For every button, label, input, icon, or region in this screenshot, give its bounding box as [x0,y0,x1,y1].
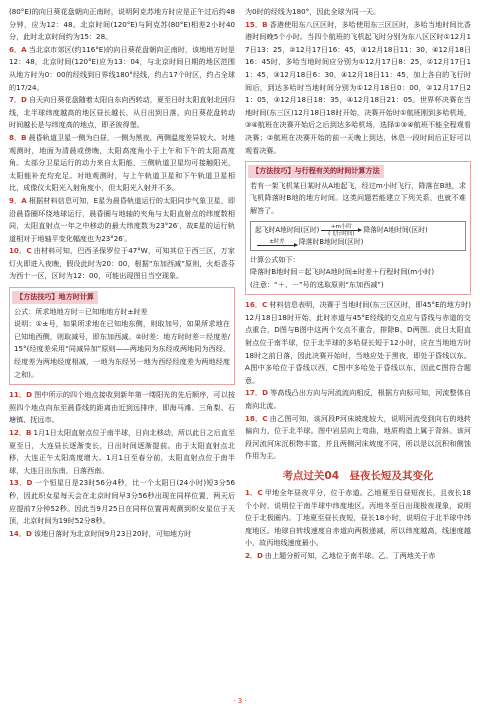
diagram-arrow-top-label: +m小时 [330,223,352,230]
formula-title: 计算公式如下： [250,254,300,264]
answer-text: 材料信息表明，决赛于当地时间(东三区区时，即45°E的地方时)12月18日18时开始，此时赤道与45°E经线的交点应与昏线与赤道的交点重合，D图与B图中这两个交点不重合，排除B、D两图。此日太阳直射点位于南半球，位于北半球的多哈昼长短于12小时，应在当地地方时18时之前日落，因此决赛开始时，当地应处于黑夜，即处于昏线以东。A图中多哈位于昏线以西，C图中多哈处于昏线以东，因此C图符合题意。 [245,300,472,385]
answer-number: 11．D [9,390,33,400]
diagram-end-label: 降落时B地时间(区时) [299,237,364,246]
answer-text: 一个恒星日是23时56分4秒，比一个太阳日(24小时)短3分56秒，因此织女星每天会在北京时间早3分56秒出现在同样位置，两天后应提前7分钟52秒。因此当9月25日在同样位置再观测到织女星位于天顶，北京时间为19时52分8秒。 [9,478,235,526]
answer-number: 6．A [9,44,27,54]
answer-number: 15．B [245,19,268,29]
answer-text: 香港使用东八区区时，多哈使用东三区区时，多哈当地时间比香港时间晚5个小时。当四个航班的飞机起飞时分别为东八区区时①12月17日13：25，②12月17日16：45，③12月18日11：30，④12月18日16：45时，多哈当地时间应分别为①12月17日8：25，②12月17日11：45，③12月18日6：30，④12月18日11：45，加上各自的飞行时间后，到达多哈时当地时间分别为①12月18日0：00，②12月17日21：05，③12月18日18：35，④12月18日21：05。世界杯决赛在当地时间(东三区)12月18日18时开始，决赛开始时①航班刚到多哈机场，③④航班在决赛开始后之后到达多哈机场，选择①③④航班不能全程观看决赛；②航班在决赛开始的前一天晚上到达，休息一段时间后正好可以观看决赛。 [245,19,472,155]
answer-14 [9,528,235,541]
answer-15 [245,19,471,158]
diagram-arrow-bottom-label: (飞行时间) [328,230,355,237]
answer-number: 13．D [9,478,33,488]
answer-number: 14．D [9,528,32,538]
answer-16 [245,299,471,387]
diagram-start-label: 起飞时A地时间(区时) [255,225,320,234]
answer-text: 图中所示的四个地点接收到新年第一缕阳光的先后顺序，可以按照四个地点向东至晨昏线的距离由近到远排序，即海马滩、三角梨、石塘镇、抚远市。 [9,390,236,425]
answer-number: 1．C [245,488,263,497]
answer-text: 当北京市郊区(约116°E)的向日葵花盘朝向正南时，该地地方时是12：48，北京时间(120°E)应为13：04，与北京时间日期的地区范围从地方时为0：00的经线到日界线180°经线，约占17个时区，约占全球的17/24。 [9,44,235,92]
answer-8 [9,132,235,195]
answer-12 [9,427,235,477]
formula-main: 降落时B地时间＝起飞时A地时间±时差＋行程时间(m小时) [250,267,435,277]
answer-number: 16．C [245,300,268,310]
diagram-mid-label: 降落时A地时间(区时) [363,225,428,234]
travel-time-tip-title: 【方法技巧】与行程有关的时间计算方法 [248,165,384,178]
travel-time-tip-intro: 若有一架飞机某日某时从A地起飞，经过m小时飞行，降落在B地，求飞机降落时B地的地方时间。这类问题若能建立下列关系，也就不难解答了。 [250,180,466,215]
formula-note: (注意：“＋、－”号的选取原则“东加西减”) [250,279,384,289]
answer-number: 18．C [245,413,268,423]
answer-text: 自天向日葵花盘随着太阳自东向西转动，夏至日时太阳直射北回归线，北半球纬度越高的地区昼长越长，从日出到日落，向日葵花盘转动时间越长是与纬度高的地点，即圣彼得堡。 [9,95,236,130]
answer-text: 由上题分析可知，乙地位于南半球。乙、丁两地关于赤 [264,550,436,560]
answer-number: 9．A [9,195,27,205]
answer-text: 由材料可知，巴西圣保罗位于47°W，可知其位于西三区，万家灯火即进入夜晚，假设此时为20：00，根据“东加西减”原则，火炬香芬为西十一区，区时为12：00，可能出现图日当空现象。 [9,246,236,281]
method-tip-box [9,287,235,385]
diagram-arrow-flight [321,224,361,237]
answer-text: 甲地全年昼夜平分，位于赤道。乙地夏至日昼短夜长，且夜长18个小时，说明位于南半球中纬度地区。丙地冬至日出现极夜现象，说明位于北极圈内。丁地夏至昼长夜短，昼长18小时，说明位于北半球中纬度地区。地球自转线速度自赤道向两极递减，所以纬度越高，线速度越小，故丙地线速度最小。 [245,488,471,548]
answer-text: 由乙图可知，该河段P河床坡度较大，说明河流受到向右的地转偏向力，位于北半球。图中岩层向上弯曲，地质构造上属于背斜。该河段河流河床沉积物丰富，并且两侧河床坡度不同，所以是以沉积和侧蚀作用为主。 [245,413,471,461]
travel-time-tip-box [245,161,471,295]
method-tip-formula: 公式：所求地地方时＝已知地地方时±时差 [14,306,148,316]
diagram-arrow-timediff [257,239,297,246]
answer-number: 8．B [9,132,27,142]
answer-text: 该地日落时为北京时间9月23日20时，可知地方时 [33,528,192,538]
section-answer-1 [245,487,471,550]
answer-number: 10．C [9,246,32,256]
answer-text: 晨昏轨道卫星一侧为白昼，一侧为黑夜，两侧温度差异较大。对地观测时，地面为清晨或傍晚，太阳高度角小于上午和下午的太阳高度角。太部分卫星运行的动力来自太阳能，三侧轨道卫星均可接触阳光，太阳能补充均充足。对地观测时，与上午轨道卫星和下午轨道卫星相比，成像仪太阳光入射角度小，但太阳光入射并不多。 [9,132,236,193]
answer-17 [245,387,471,412]
answer-9 [9,195,235,245]
arrow-icon [257,245,297,246]
answer-text: 等高线凸出方向与河流流向相反，根据方向标可知，河流整体自南向北流。 [245,388,472,411]
answer-number: 17．D [245,388,269,398]
answer-number: 2．D [245,550,263,560]
method-tip-title: 【方法技巧】地方时计算 [12,291,98,304]
paragraph-continued: 为0时的经线为180°，因此全球为同一天。 [245,7,381,16]
answer-number: 12．B [9,428,32,437]
answer-11 [9,389,235,427]
paragraph-continued: (80°E)的向日葵花盘朝向正南时，说明阿克苏地方时应是正午过后约48分钟，应为12：48。北京时间(120°E)与阿克苏(80°E)相差2小时40分，此时北京时间约为15：28。 [9,7,235,42]
diagram-arrow-top-label: ±时差 [269,238,285,245]
arrow-icon [321,230,361,231]
answer-7 [9,94,235,132]
answer-10 [9,245,235,283]
travel-time-diagram [250,221,466,251]
answer-18 [245,413,471,463]
left-column [9,6,235,540]
answer-6 [9,44,235,94]
section-title: 考点过关04 昼夜长短及其变化 [282,470,434,482]
method-tip-explanation: 说明：①±号，如果所求地在已知地东侧，则取加号，如果所求地在已知地西侧，则取减号，即东加西减。②时差：地方时时差＝经度差/15°(经度差采用“同减异加”原则——两地同为东经或两地同为西经，经度差为两地经度相减，一地为东经另一地为西经经度差为两地经度之和)。 [14,319,230,379]
answer-13 [9,477,235,527]
page-number: · 3 · [233,697,247,705]
right-column [245,6,471,563]
answer-text: 根据材料信息可知，E星为晨昏轨道运行的太阳同步气象卫星，即沿晨昏圈环绕地球运行，晨昏圈与地轴的夹角与太阳直射点的纬度数相同，太阳直射点一年之中移动的最大纬度数为23°26′，故E星的运行轨道相对于地轴平变化幅度也为23°26′。 [9,195,235,243]
answer-text: 1月1日太阳直射点位于南半球，日向北移动，所以此日之后直至夏至日，大连昼长逐渐变长，日出时间逐渐提前。由于太阳直射点北移，大连正午太阳高度增大。1月1日至春分前，太阳直射点位于南半球，大连日出东南，日落西南。 [9,428,236,475]
section-answer-2 [245,550,471,563]
answer-number: 7．D [9,95,27,105]
